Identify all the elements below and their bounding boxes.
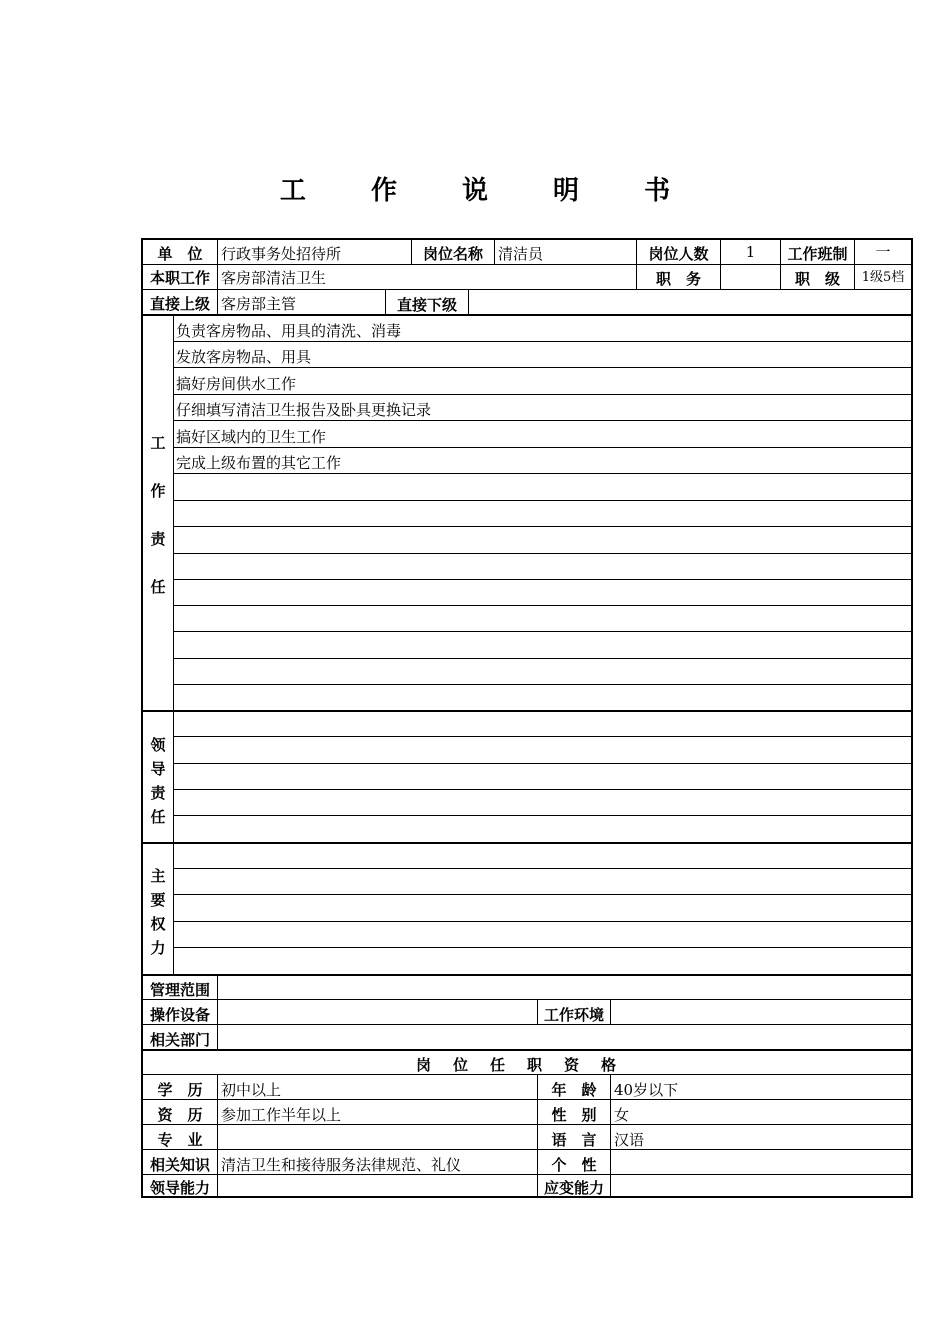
grade-label: 职 级 (794, 270, 840, 288)
subordinate-label: 直接下级 (396, 296, 457, 314)
language-value: 汉语 (614, 1131, 645, 1149)
experience-value: 参加工作半年以上 (221, 1106, 342, 1124)
job-value: 客房部清洁卫生 (221, 269, 327, 287)
job-description-form (141, 238, 913, 1198)
personality-label: 个 性 (551, 1156, 597, 1174)
management-scope-label: 管理范围 (149, 981, 210, 999)
post-name-value: 清洁员 (498, 245, 544, 263)
post-name-label: 岗位名称 (422, 245, 483, 263)
equipment-label: 操作设备 (149, 1006, 210, 1024)
duty-label: 职 务 (655, 270, 701, 288)
post-count-value: 1 (745, 243, 756, 261)
age-label: 年 龄 (551, 1081, 597, 1099)
education-label: 学 历 (157, 1081, 203, 1099)
gender-value: 女 (614, 1106, 630, 1124)
duty-value (721, 266, 780, 290)
grade-value: 1级5档 (861, 270, 905, 285)
experience-label: 资 历 (157, 1106, 203, 1124)
adaptability-value (611, 1176, 910, 1196)
age-value: 40岁以下 (614, 1081, 679, 1099)
leadership-ability-label: 领导能力 (149, 1179, 210, 1197)
adaptability-label: 应变能力 (543, 1179, 604, 1197)
responsibilities-label: 工 作 责 任 (150, 434, 166, 596)
duty-item: 搞好房间供水工作 (176, 375, 297, 393)
superior-value: 客房部主管 (221, 295, 297, 313)
leadership-ability-value (218, 1176, 537, 1196)
gender-label: 性 别 (551, 1106, 597, 1124)
label-column-divider (173, 314, 174, 974)
unit-value: 行政事务处招待所 (221, 245, 342, 263)
duty-item: 负责客房物品、用具的清洗、消毒 (176, 322, 402, 340)
duty-item: 搞好区域内的卫生工作 (176, 428, 327, 446)
page-title: 工 作 说 明 书 (279, 176, 699, 206)
job-label: 本职工作 (149, 269, 210, 287)
leadership-label: 领 导 责 任 (150, 736, 166, 826)
major-value (218, 1128, 537, 1152)
duty-item: 发放客房物品、用具 (176, 348, 312, 366)
superior-label: 直接上级 (149, 295, 210, 313)
authority-label: 主 要 权 力 (150, 867, 166, 957)
knowledge-label: 相关知识 (149, 1156, 210, 1174)
related-departments-label: 相关部门 (149, 1031, 210, 1049)
environment-label: 工作环境 (543, 1006, 604, 1024)
knowledge-value: 清洁卫生和接待服务法律规范、礼仪 (221, 1156, 462, 1174)
post-count-label: 岗位人数 (648, 245, 709, 263)
major-label: 专 业 (157, 1131, 203, 1149)
language-label: 语 言 (551, 1131, 597, 1149)
qualifications-title: 岗位任职资格 (415, 1056, 638, 1074)
education-value: 初中以上 (221, 1081, 282, 1099)
shift-label: 工作班制 (787, 245, 848, 263)
unit-label: 单 位 (157, 245, 203, 263)
personality-value (611, 1153, 910, 1177)
duty-item: 完成上级布置的其它工作 (176, 454, 342, 472)
duty-item: 仔细填写清洁卫生报告及卧具更换记录 (176, 401, 432, 419)
subordinate-value (469, 292, 902, 316)
shift-value: 一 (875, 243, 891, 261)
